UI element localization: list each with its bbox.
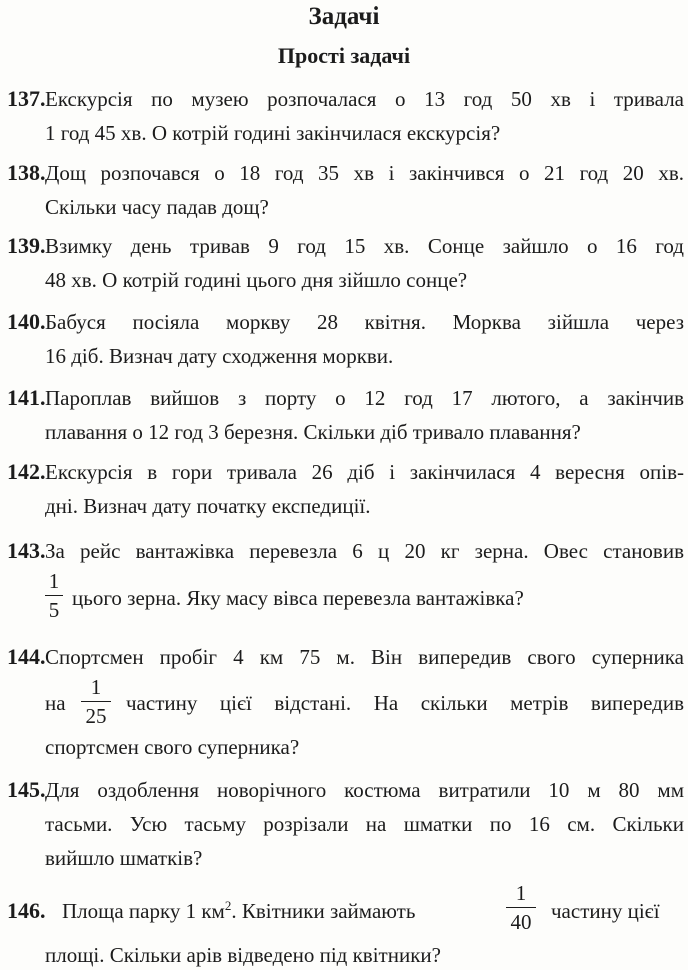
- problem-text-line: вийшло шматків?: [45, 846, 203, 870]
- problem-number: 146.: [7, 898, 46, 923]
- problem-number: 138.: [7, 160, 46, 185]
- problem-text-line: Для оздоблення новорічного костюма витратили 10 м 80 мм: [45, 778, 684, 802]
- problem-text-line: спортсмен свого суперника?: [45, 735, 300, 759]
- problem-text-line: Екскурсія в гори тривала 26 діб і закінчилася 4 вересня опів-: [45, 460, 684, 484]
- problem-text-line: на: [45, 691, 66, 715]
- problem-text-line: цього зерна. Яку масу вівса перевезла вантажівка?: [72, 586, 524, 610]
- problem-text-line: частину цієї відстані. На скільки метрів випередив: [126, 691, 684, 715]
- fraction-denominator: 40: [510, 910, 532, 934]
- fraction-numerator: 1: [90, 675, 102, 699]
- area-text: Площа парку 1 км: [62, 899, 225, 923]
- problem-number: 141.: [7, 385, 46, 410]
- fraction-numerator: 1: [515, 881, 527, 905]
- problem-text-line: Дощ розпочався о 18 год 35 хв і закінчився о 21 год 20 хв.: [45, 161, 684, 185]
- fraction-denominator: 25: [85, 704, 107, 728]
- problem-number: 142.: [7, 459, 46, 484]
- problem-text-line: Пароплав вийшов з порту о 12 год 17 лютого, а закінчив: [45, 386, 684, 410]
- problem-number: 137.: [7, 86, 46, 111]
- problem-text-line: [62, 899, 415, 924]
- problem-text-line: частину цієї: [551, 899, 660, 923]
- problem-text-line: площі. Скільки арів відведено під квітники?: [45, 943, 441, 967]
- problem-text-line: дні. Визнач дату початку експедиції.: [45, 494, 371, 518]
- problem-text-line: За рейс вантажівка перевезла 6 ц 20 кг зерна. Овес становив: [45, 539, 684, 563]
- superscript-2: 2: [224, 898, 232, 913]
- problem-number: 145.: [7, 777, 46, 802]
- problem-number: 139.: [7, 233, 46, 258]
- fraction-numerator: 1: [48, 569, 60, 593]
- problem-text-line: 16 діб. Визнач дату сходження моркви.: [45, 344, 394, 368]
- section-subtitle: Прості задачі: [277, 43, 411, 68]
- problem-text-line: Екскурсія по музею розпочалася о 13 год 50 хв і тривала: [45, 87, 684, 111]
- problem-text-line: Бабуся посіяла моркву 28 квітня. Морква зійшла через: [45, 310, 684, 334]
- problem-number: 144.: [7, 644, 46, 669]
- fraction-one-twenty-fifth: [81, 676, 111, 727]
- area-text-tail: . Квітники займають: [231, 899, 416, 923]
- problem-text-line: Скільки часу падав дощ?: [45, 195, 269, 219]
- fraction-bar: [506, 907, 536, 908]
- fraction-one-fifth: [45, 570, 63, 621]
- problem-text-line: Спортсмен пробіг 4 км 75 м. Він випередив свого суперника: [45, 645, 684, 669]
- page-title: Задачі: [308, 3, 380, 30]
- problem-text-line: тасьми. Усю тасьму розрізали на шматки по 16 см. Скільки: [45, 812, 684, 836]
- problem-number: 143.: [7, 538, 46, 563]
- fraction-one-fortieth: [506, 882, 536, 933]
- problem-text-line: 1 год 45 хв. О котрій годині закінчилася екскурсія?: [45, 121, 501, 145]
- problem-text-line: Взимку день тривав 9 год 15 хв. Сонце зайшло о 16 год: [45, 234, 684, 258]
- fraction-bar: [81, 701, 111, 702]
- problem-number: 140.: [7, 309, 46, 334]
- fraction-bar: [45, 595, 63, 596]
- problem-text-line: 48 хв. О котрій годині цього дня зійшло сонце?: [45, 268, 468, 292]
- problem-text-line: плавання о 12 год 3 березня. Скільки діб тривало плавання?: [45, 420, 581, 444]
- fraction-denominator: 5: [48, 598, 60, 622]
